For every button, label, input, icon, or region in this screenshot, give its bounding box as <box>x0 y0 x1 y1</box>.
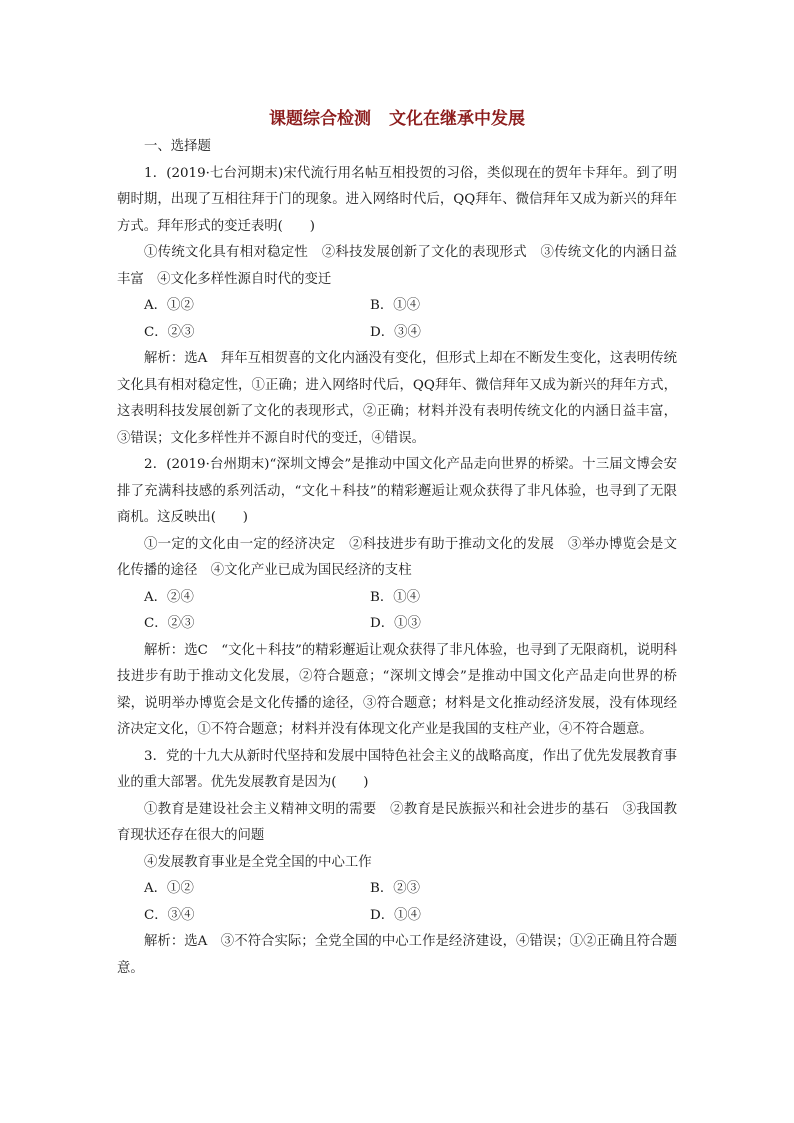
section-heading: 一、选择题 <box>144 139 211 154</box>
option-row <box>117 293 677 320</box>
page-title <box>117 104 677 134</box>
question-3 <box>117 744 677 983</box>
question-1 <box>117 161 677 453</box>
option-a: A．②④ <box>144 589 194 605</box>
question-stem: 3．党的十九大从新时代坚持和发展中国特色社会主义的战略高度，作出了优先发展教育事业的重大部署。优先发展教育是因为( ) <box>117 748 677 790</box>
option-row <box>117 611 677 638</box>
option-c: C．②③ <box>144 616 195 631</box>
option-c: C．②③ <box>144 324 195 340</box>
option-row <box>117 585 677 612</box>
option-row <box>117 876 677 903</box>
option-d: D．①④ <box>370 907 421 923</box>
question-analysis: 解析：选A 拜年互相贺喜的文化内涵没有变化，但形式上却在不断发生变化，这表明传统文化具有相对稳定性，①正确；进入网络时代后，QQ拜年、微信拜年又成为新兴的拜年方式，这表明科技发展创新了文化的表现形式，②正确；材料并没有表明传统文化的内涵日益丰富，③错误；文化多样性并不源自时代的变迁，④错误。 <box>117 351 677 446</box>
option-d: D．①③ <box>370 616 421 631</box>
option-b: B．①④ <box>370 298 421 313</box>
question-statements: ①教育是建设社会主义精神文明的需要 ②教育是民族振兴和社会进步的基石 ③我国教育现状还存在很大的问题 <box>117 801 677 843</box>
option-row <box>117 903 677 930</box>
option-c: C．③④ <box>144 907 195 923</box>
question-statements: ①传统文化具有相对稳定性 ②科技发展创新了文化的表现形式 ③传统文化的内涵日益丰富 ④文化多样性源自时代的变迁 <box>117 245 677 287</box>
question-statements: ①一定的文化由一定的经济决定 ②科技进步有助于推动文化的发展 ③举办博览会是文化传播的途径 ④文化产业已成为国民经济的支柱 <box>117 536 677 578</box>
option-d: D．③④ <box>370 324 421 340</box>
question-analysis: 解析：选A ③不符合实际；全党全国的中心工作是经济建设，④错误；①②正确且符合题意。 <box>117 934 677 976</box>
document-page <box>117 104 677 982</box>
option-a: A．①② <box>144 298 194 313</box>
question-stem: 1．(2019·七台河期末)宋代流行用名帖互相投贺的习俗，类似现在的贺年卡拜年。到了明朝时期，出现了互相往拜于门的现象。进入网络时代后，QQ拜年、微信拜年又成为新兴的拜年方式。拜年形式的变迁表明( ) <box>117 165 677 234</box>
title-main: 课题综合检测 <box>269 109 371 129</box>
question-statements-extra: ④发展教育事业是全党全国的中心工作 <box>144 854 372 870</box>
question-2 <box>117 452 677 744</box>
option-b: B．①④ <box>370 589 421 605</box>
title-sub: 文化在继承中发展 <box>389 109 525 129</box>
question-stem: 2．(2019·台州期末)“深圳文博会”是推动中国文化产品走向世界的桥梁。十三届文博会安排了充满科技感的系列活动，“文化＋科技”的精彩邂逅让观众获得了非凡体验，也寻到了无限商机。这反映出( ) <box>117 457 677 525</box>
question-analysis: 解析：选C “文化＋科技”的精彩邂逅让观众获得了非凡体验，也寻到了无限商机，说明科技进步有助于推动文化发展，②符合题意；“深圳文博会”是推动中国文化产品走向世界的桥梁，说明举办博览会是文化传播的途径，③符合题意；材料是文化推动经济发展，没有体现经济决定文化，①不符合题意；材料并没有体现文化产业是我国的支柱产业，④不符合题意。 <box>117 642 677 737</box>
option-a: A．①② <box>144 881 194 896</box>
option-row <box>117 320 677 347</box>
option-b: B．②③ <box>370 881 421 896</box>
